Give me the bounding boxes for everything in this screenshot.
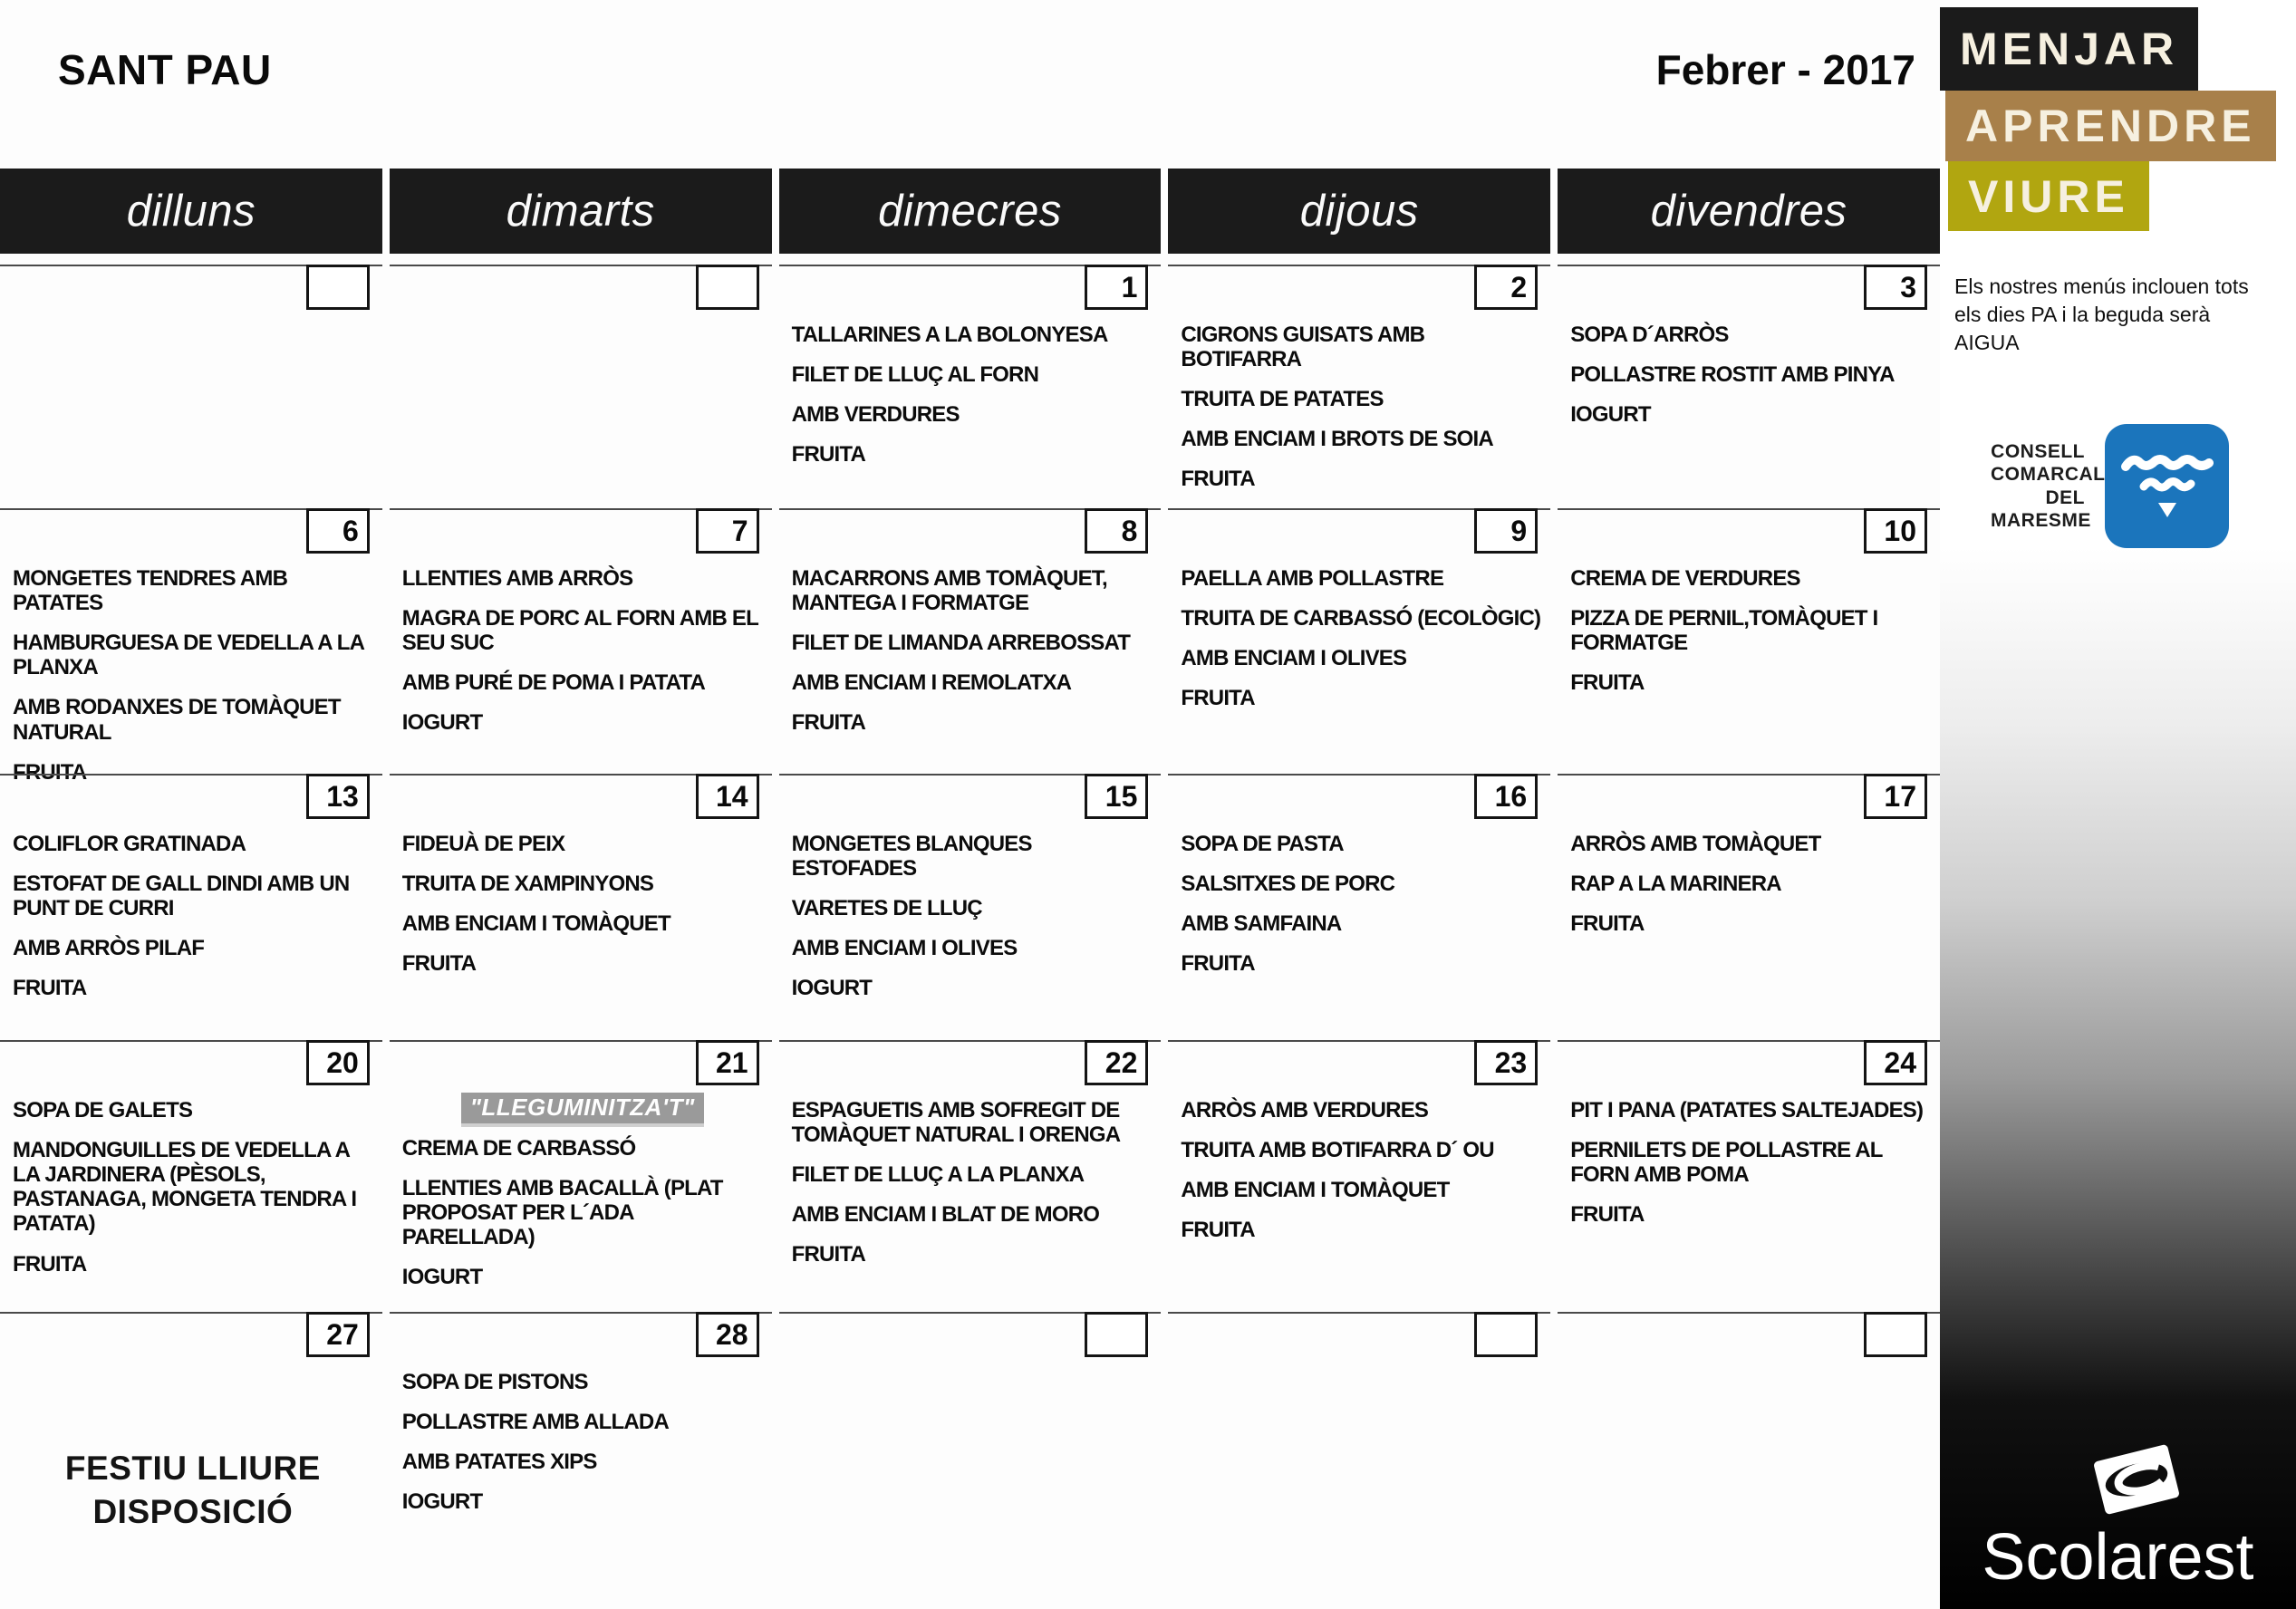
menu-item: AMB PURÉ DE POMA I PATATA bbox=[401, 670, 706, 696]
menu-item: MANDONGUILLES DE VEDELLA A LA JARDINERA (PÈSOLS, PASTANAGA, MONGETA TENDRA I PATATA) bbox=[13, 1138, 357, 1237]
day-cell-week5-col5 bbox=[1558, 1312, 1940, 1609]
menu-item: FILET DE LLUÇ AL FORN bbox=[791, 362, 1039, 388]
menu-item: AMB ENCIAM I BROTS DE SOIA bbox=[1181, 427, 1493, 452]
day-cell-week4-col5 bbox=[1558, 1040, 1940, 1312]
day-cell-week4-col2 bbox=[390, 1040, 772, 1312]
day-cell-week3-col5 bbox=[1558, 774, 1940, 1040]
day-header-divendres: divendres bbox=[1558, 169, 1940, 254]
day-number-box: 8 bbox=[1085, 508, 1148, 554]
menu-item: POLLASTRE ROSTIT AMB PINYA bbox=[1570, 362, 1895, 388]
sidebar bbox=[1940, 0, 2296, 1609]
consell-comarcal-label: CONSELL COMARCAL DEL MARESME bbox=[1991, 441, 2106, 531]
day-number-box: 20 bbox=[306, 1040, 370, 1085]
lleguminitzat-badge: "LLEGUMINITZA'T" bbox=[461, 1093, 704, 1127]
menu-item: SOPA DE PISTONS bbox=[401, 1370, 588, 1394]
menu-item: IOGURT bbox=[1570, 402, 1651, 428]
menu-item: MACARRONS AMB TOMÀQUET, MANTEGA I FORMATGE bbox=[791, 566, 1107, 616]
menu-item: AMB PATATES XIPS bbox=[401, 1450, 597, 1475]
menu-item: AMB RODANXES DE TOMÀQUET NATURAL bbox=[13, 695, 341, 745]
menu-item: AMB SAMFAINA bbox=[1181, 911, 1342, 937]
day-number-box: 3 bbox=[1864, 265, 1927, 310]
day-cell-week4-col4 bbox=[1168, 1040, 1550, 1312]
day-cell-week5-col2 bbox=[390, 1312, 772, 1609]
maresme-waves-icon bbox=[2105, 424, 2229, 548]
day-number-box bbox=[696, 265, 759, 310]
school-name: SANT PAU bbox=[58, 46, 272, 93]
menu-item: FRUITA bbox=[401, 951, 477, 977]
day-number-box: 28 bbox=[696, 1312, 759, 1357]
menu-item: FRUITA bbox=[791, 442, 865, 467]
day-number-box: 1 bbox=[1085, 265, 1148, 310]
day-cell-week1-col1 bbox=[0, 265, 382, 508]
menu-item: PIZZA DE PERNIL,TOMÀQUET I FORMATGE bbox=[1570, 606, 1878, 656]
menu-item: COLIFLOR GRATINADA bbox=[13, 832, 246, 856]
day-cell-week1-col2 bbox=[390, 265, 772, 508]
scolarest-wordmark: Scolarest bbox=[1982, 1521, 2254, 1594]
logo-block-menjar: MENJAR bbox=[1940, 7, 2198, 91]
day-header-dimecres: dimecres bbox=[779, 169, 1162, 254]
menu-item: AMB ARRÒS PILAF bbox=[13, 936, 205, 961]
menu-item: AMB ENCIAM I BLAT DE MORO bbox=[791, 1202, 1100, 1228]
menu-note-line2: els dies PA i la beguda serà AIGUA bbox=[1954, 303, 2211, 355]
menu-item: FRUITA bbox=[1181, 686, 1255, 711]
day-header-dimarts: dimarts bbox=[390, 169, 772, 254]
day-cell-week4-col1 bbox=[0, 1040, 382, 1312]
menu-item: HAMBURGUESA DE VEDELLA A LA PLANXA bbox=[13, 631, 364, 680]
menu-item: TRUITA DE CARBASSÓ (ECOLÒGIC) bbox=[1181, 606, 1541, 631]
day-cell-week5-col1 bbox=[0, 1312, 382, 1609]
day-cell-week2-col2 bbox=[390, 508, 772, 774]
menu-note-line1: Els nostres menús inclouen tots bbox=[1954, 275, 2249, 298]
calendar-grid bbox=[0, 265, 1940, 1609]
menu-item: TRUITA DE XAMPINYONS bbox=[401, 872, 654, 897]
day-header-dilluns: dilluns bbox=[0, 169, 382, 254]
menu-item: TALLARINES A LA BOLONYESA bbox=[791, 323, 1108, 347]
menu-item: AMB VERDURES bbox=[791, 402, 960, 428]
menu-item: FRUITA bbox=[13, 1251, 87, 1277]
menu-item: AMB ENCIAM I OLIVES bbox=[1181, 646, 1407, 671]
menu-item: CIGRONS GUISATS AMB BOTIFARRA bbox=[1181, 323, 1425, 372]
menu-item: PAELLA AMB POLLASTRE bbox=[1181, 566, 1444, 591]
menu-item: FRUITA bbox=[1181, 951, 1255, 977]
menu-item: SOPA D´ARRÒS bbox=[1570, 323, 1729, 347]
day-cell-week2-col1 bbox=[0, 508, 382, 785]
menu-item: SOPA DE GALETS bbox=[13, 1098, 193, 1122]
day-cell-week3-col2 bbox=[390, 774, 772, 1040]
day-number-box: 17 bbox=[1864, 774, 1927, 819]
day-number-box: 15 bbox=[1085, 774, 1148, 819]
menu-item: SALSITXES DE PORC bbox=[1181, 872, 1395, 897]
month-title: Febrer - 2017 bbox=[1655, 46, 1915, 93]
menu-item: SOPA DE PASTA bbox=[1181, 832, 1344, 856]
day-number-box: 7 bbox=[696, 508, 759, 554]
day-number-box bbox=[1474, 1312, 1538, 1357]
day-number-box bbox=[1864, 1312, 1927, 1357]
day-number-box: 9 bbox=[1474, 508, 1538, 554]
day-cell-week2-col5 bbox=[1558, 508, 1940, 774]
day-header-dijous: dijous bbox=[1168, 169, 1550, 254]
menu-item: FRUITA bbox=[1570, 911, 1645, 937]
menu-item: AMB ENCIAM I REMOLATXA bbox=[791, 670, 1072, 696]
day-cell-week2-col3 bbox=[779, 508, 1162, 774]
menu-item: POLLASTRE AMB ALLADA bbox=[401, 1410, 669, 1435]
day-cell-week3-col3 bbox=[779, 774, 1162, 1040]
scolarest-logo bbox=[1940, 1434, 2296, 1595]
day-number-box: 6 bbox=[306, 508, 370, 554]
menu-item: FRUITA bbox=[1181, 467, 1255, 492]
day-cell-week4-col3 bbox=[779, 1040, 1162, 1312]
scolarest-swirl-icon bbox=[1976, 1434, 2296, 1529]
logo-block-aprendre: APRENDRE bbox=[1945, 91, 2276, 161]
menu-item: TRUITA AMB BOTIFARRA D´ OU bbox=[1181, 1138, 1494, 1163]
day-number-box bbox=[306, 265, 370, 310]
menu-item: FRUITA bbox=[1570, 1202, 1645, 1228]
day-cell-week5-col4 bbox=[1168, 1312, 1550, 1609]
day-cell-week3-col4 bbox=[1168, 774, 1550, 1040]
menu-item: LLENTIES AMB ARRÒS bbox=[401, 566, 633, 591]
menu-item: AMB ENCIAM I TOMÀQUET bbox=[1181, 1178, 1450, 1203]
day-cell-week1-col5 bbox=[1558, 265, 1940, 508]
menu-item: AMB ENCIAM I OLIVES bbox=[791, 936, 1018, 961]
day-number-box: 22 bbox=[1085, 1040, 1148, 1085]
consell-comarcal-block bbox=[1991, 424, 2296, 548]
day-number-box: 27 bbox=[306, 1312, 370, 1357]
day-cell-week3-col1 bbox=[0, 774, 382, 1040]
day-number-box: 23 bbox=[1474, 1040, 1538, 1085]
menu-item: LLENTIES AMB BACALLÀ (PLAT PROPOSAT PER L´ADA PARELLADA) bbox=[401, 1176, 723, 1250]
day-number-box: 2 bbox=[1474, 265, 1538, 310]
menu-item: PERNILETS DE POLLASTRE AL FORN AMB POMA bbox=[1570, 1138, 1883, 1188]
menu-item: FRUITA bbox=[13, 976, 87, 1001]
menu-item: FILET DE LLUÇ A LA PLANXA bbox=[791, 1162, 1085, 1188]
day-number-box: 10 bbox=[1864, 508, 1927, 554]
festiu-notice: FESTIU LLIURE DISPOSICIÓ bbox=[64, 1450, 321, 1531]
day-cell-week2-col4 bbox=[1168, 508, 1550, 774]
day-number-box: 24 bbox=[1864, 1040, 1927, 1085]
menu-item: TRUITA DE PATATES bbox=[1181, 387, 1384, 412]
menu-item: IOGURT bbox=[791, 976, 873, 1001]
menu-item: PIT I PANA (PATATES SALTEJADES) bbox=[1570, 1098, 1924, 1122]
menu-item: RAP A LA MARINERA bbox=[1570, 872, 1781, 897]
day-cell-week1-col4 bbox=[1168, 265, 1550, 508]
menu-item: ESTOFAT DE GALL DINDI AMB UN PUNT DE CURRI bbox=[13, 872, 350, 921]
menu-note bbox=[1954, 273, 2278, 357]
menu-item: ARRÒS AMB TOMÀQUET bbox=[1570, 832, 1821, 856]
menu-item: CREMA DE CARBASSÓ bbox=[401, 1136, 636, 1161]
day-number-box bbox=[1085, 1312, 1148, 1357]
day-cell-week1-col3 bbox=[779, 265, 1162, 508]
menu-item: ARRÒS AMB VERDURES bbox=[1181, 1098, 1429, 1122]
menu-item: FRUITA bbox=[1181, 1218, 1255, 1243]
day-number-box: 21 bbox=[696, 1040, 759, 1085]
menu-item: IOGURT bbox=[401, 710, 483, 736]
menu-item: MAGRA DE PORC AL FORN AMB EL SEU SUC bbox=[401, 606, 758, 656]
menu-item: MONGETES BLANQUES ESTOFADES bbox=[791, 832, 1032, 882]
menu-item: FRUITA bbox=[791, 710, 865, 736]
menu-item: FIDEUÀ DE PEIX bbox=[401, 832, 565, 856]
menu-item: CREMA DE VERDURES bbox=[1570, 566, 1800, 591]
day-header-bar bbox=[0, 169, 1940, 254]
day-number-box: 14 bbox=[696, 774, 759, 819]
menu-item: FRUITA bbox=[1570, 670, 1645, 696]
day-number-box: 13 bbox=[306, 774, 370, 819]
logo-block-viure: VIURE bbox=[1948, 161, 2149, 231]
menu-item: VARETES DE LLUÇ bbox=[791, 896, 982, 921]
day-cell-week5-col3 bbox=[779, 1312, 1162, 1609]
menu-item: FRUITA bbox=[13, 759, 87, 785]
menu-item: IOGURT bbox=[401, 1489, 483, 1515]
menu-item: ESPAGUETIS AMB SOFREGIT DE TOMÀQUET NATURAL I ORENGA bbox=[791, 1098, 1121, 1148]
menu-item: FILET DE LIMANDA ARREBOSSAT bbox=[791, 631, 1131, 656]
menu-item: FRUITA bbox=[791, 1242, 865, 1267]
day-number-box: 16 bbox=[1474, 774, 1538, 819]
menu-item: MONGETES TENDRES AMB PATATES bbox=[13, 566, 288, 616]
menu-item: AMB ENCIAM I TOMÀQUET bbox=[401, 911, 670, 937]
menu-item: IOGURT bbox=[401, 1265, 483, 1290]
